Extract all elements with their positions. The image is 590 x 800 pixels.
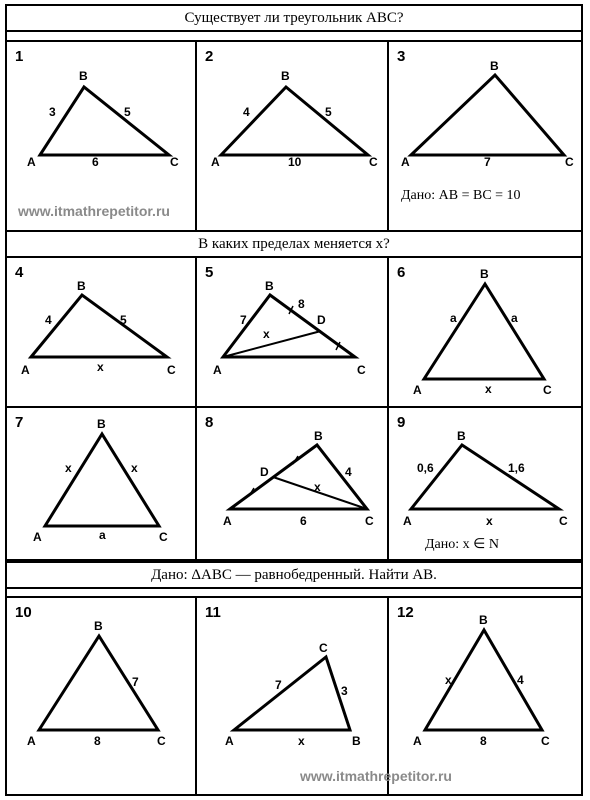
vertex-b: B: [352, 734, 361, 748]
watermark-bottom: www.itmathrepetitor.ru: [300, 768, 452, 784]
side-bd-label: 8: [298, 297, 305, 311]
side-ac-label: 7: [275, 678, 282, 692]
segment-ad-label: x: [263, 327, 270, 341]
problem-cell-2: [195, 40, 390, 232]
segment-ad: [223, 331, 321, 357]
given-condition: Дано: x ∈ N: [425, 537, 499, 552]
problem-number: 12: [397, 604, 414, 621]
vertex-a: A: [413, 383, 422, 397]
side-bc-label: x: [131, 461, 138, 475]
problem-cell-10: [5, 596, 198, 796]
side-bc-label: 1,6: [508, 461, 525, 475]
vertex-c: C: [565, 155, 574, 169]
vertex-a: A: [401, 155, 410, 169]
vertex-b: B: [79, 69, 88, 83]
side-bc-label: 4: [517, 673, 524, 687]
vertex-b: B: [265, 279, 274, 293]
triangle: [39, 636, 158, 730]
triangle: [221, 87, 368, 155]
side-bc-label: 5: [124, 105, 131, 119]
problem-cell-6: [387, 256, 583, 409]
vertex-c: C: [543, 383, 552, 397]
side-bc-label: 4: [345, 465, 352, 479]
side-ac-label: a: [99, 528, 106, 542]
side-ab-label: 3: [49, 105, 56, 119]
vertex-a: A: [211, 155, 220, 169]
vertex-c: C: [559, 514, 568, 528]
side-ab-label: 4: [45, 313, 52, 327]
vertex-c: C: [159, 530, 168, 544]
triangle: [40, 87, 169, 155]
vertex-c: C: [167, 363, 176, 377]
vertex-a: A: [413, 734, 422, 748]
problem-number: 1: [15, 48, 24, 65]
vertex-c: C: [157, 734, 166, 748]
side-ac-label: 6: [300, 514, 307, 528]
problem-number: 8: [205, 414, 214, 431]
side-ab-label: 7: [240, 313, 247, 327]
side-ac-label: x: [485, 382, 492, 396]
problem-number: 9: [397, 414, 406, 431]
section-header-range-text: В каких пределах меняется x?: [198, 235, 390, 252]
vertex-c: C: [170, 155, 179, 169]
vertex-b: B: [314, 429, 323, 443]
vertex-a: A: [27, 734, 36, 748]
problem-cell-12: [387, 596, 583, 796]
vertex-b: B: [479, 613, 488, 627]
triangle: [234, 657, 350, 730]
side-bc-label: 5: [120, 313, 127, 327]
side-ab-label: 0,6: [417, 461, 434, 475]
section-header-exists-text: Существует ли треугольник ABC?: [184, 9, 404, 26]
side-ac-label: 6: [92, 155, 99, 169]
problem-number: 11: [205, 604, 221, 621]
vertex-c: C: [365, 514, 374, 528]
side-ac-label: 7: [484, 155, 491, 169]
problem-cell-8: [195, 406, 390, 561]
section-header-isosceles-text: Дано: ΔABC — равнобедренный. Найти AB.: [151, 566, 437, 583]
side-ac-label: 10: [288, 155, 302, 169]
problem-number: 10: [15, 604, 32, 621]
vertex-a: A: [225, 734, 234, 748]
vertex-b: B: [457, 429, 466, 443]
problem-cell-5: [195, 256, 390, 409]
vertex-a: A: [33, 530, 42, 544]
problem-number: 2: [205, 48, 214, 65]
section-header-isosceles: [5, 561, 583, 589]
vertex-b: B: [490, 59, 499, 73]
vertex-c: C: [369, 155, 378, 169]
side-ab-label: x: [445, 673, 452, 687]
side-ab-label: a: [450, 311, 457, 325]
side-ac-label: 8: [480, 734, 487, 748]
triangle: [411, 75, 564, 155]
segment-cd-label: x: [314, 480, 321, 494]
vertex-a: A: [27, 155, 36, 169]
section-header-range: [5, 230, 583, 258]
vertex-b: B: [77, 279, 86, 293]
vertex-a: A: [403, 514, 412, 528]
triangle: [424, 284, 544, 379]
watermark-top: www.itmathrepetitor.ru: [18, 203, 170, 219]
side-ac-label: 8: [94, 734, 101, 748]
vertex-c: C: [541, 734, 550, 748]
section-header-exists: [5, 4, 583, 32]
vertex-b: B: [281, 69, 290, 83]
side-bc-label: 5: [325, 105, 332, 119]
vertex-b: B: [97, 417, 106, 431]
side-bc-label: a: [511, 311, 518, 325]
triangle: [425, 630, 542, 730]
given-condition: Дано: AB = BC = 10: [401, 188, 521, 203]
problem-cell-7: [5, 406, 198, 561]
problem-number: 5: [205, 264, 214, 281]
vertex-d: D: [317, 313, 326, 327]
triangle: [411, 445, 559, 509]
vertex-c: C: [319, 641, 328, 655]
vertex-a: A: [223, 514, 232, 528]
vertex-b: B: [480, 267, 489, 281]
triangle: [45, 434, 159, 526]
side-ac-label: x: [486, 514, 493, 528]
vertex-d: D: [260, 465, 269, 479]
vertex-c: C: [357, 363, 366, 377]
problem-cell-9: [387, 406, 583, 561]
problem-number: 4: [15, 264, 24, 281]
problem-cell-11: [195, 596, 390, 796]
vertex-b: B: [94, 619, 103, 633]
side-bc-label: 7: [132, 675, 139, 689]
problem-number: 6: [397, 264, 406, 281]
problem-cell-3: [387, 40, 583, 232]
vertex-a: A: [21, 363, 30, 377]
side-ab-label: 4: [243, 105, 250, 119]
vertex-a: A: [213, 363, 222, 377]
problem-number: 3: [397, 48, 406, 65]
problem-cell-4: [5, 256, 198, 409]
side-ab-label: x: [65, 461, 72, 475]
side-ac-label: x: [97, 360, 104, 374]
side-bc-label: 3: [341, 684, 348, 698]
side-ab-label: x: [298, 734, 305, 748]
problem-number: 7: [15, 414, 24, 431]
